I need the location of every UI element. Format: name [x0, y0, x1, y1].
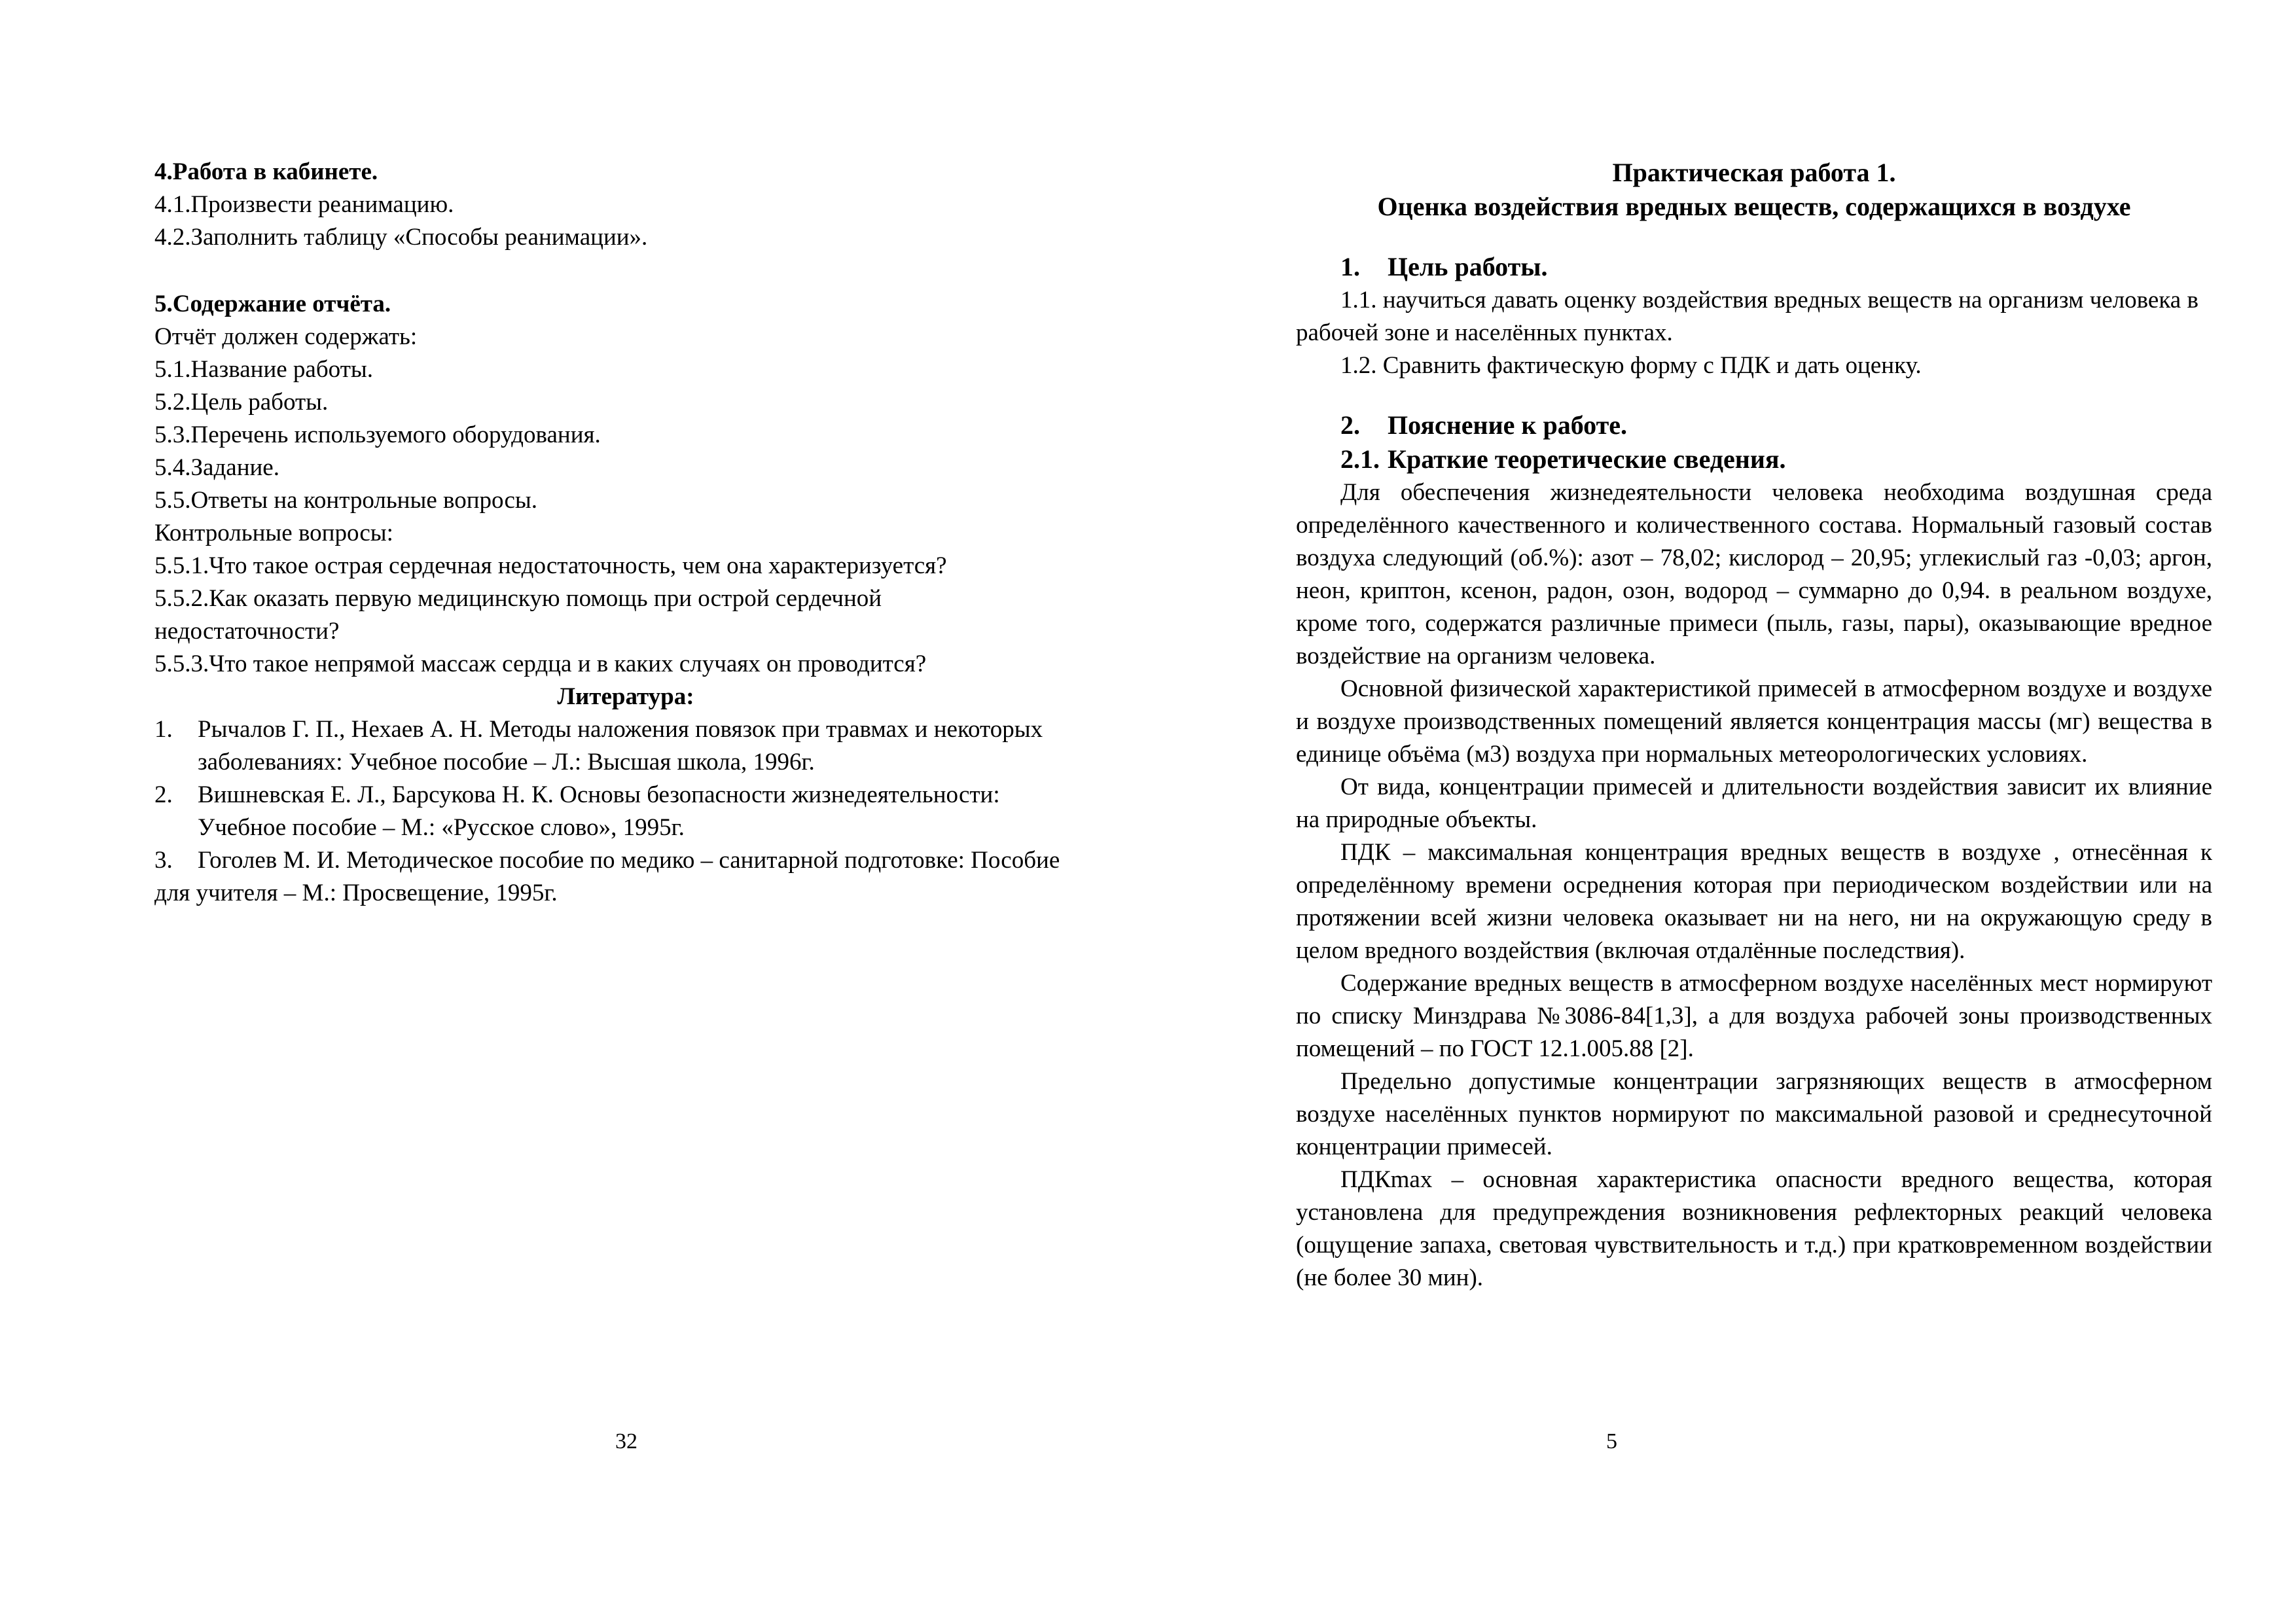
page-number: 5	[1606, 1429, 1617, 1454]
literature-text: Гоголев М. И. Методическое пособие по медико – санитарной подготовке: Пособие для учителя – М.: Просвещение, 1995г.	[154, 847, 1060, 906]
question-item: 5.5.3.Что такое непрямой массаж сердца и в каких случаях он проводится?	[154, 651, 927, 677]
section-number: 2.	[1340, 410, 1360, 440]
spacer	[1296, 382, 2212, 408]
left-page-content	[154, 156, 1097, 910]
page-number: 32	[615, 1429, 637, 1454]
section-4-item: 4.1.Произвести реанимацию.	[154, 191, 454, 218]
section-title: Пояснение к работе.	[1388, 410, 1628, 440]
section-5-item: 5.3.Перечень используемого оборудования.	[154, 421, 601, 448]
question-item: 5.5.1.Что такое острая сердечная недостаточность, чем она характеризуется?	[154, 552, 947, 579]
literature-text: Вишневская Е. Л., Барсукова Н. К. Основы безопасности жизнедеятельности: Учебное пособие – М.: «Русское слово», 1995г.	[198, 781, 1000, 841]
section-5-item: 5.1.Название работы.	[154, 356, 373, 383]
literature-item	[154, 844, 1097, 910]
goal-item: 1.2. Сравнить фактическую форму с ПДК и дать оценку.	[1340, 352, 1922, 379]
section-4-title: 4.Работа в кабинете.	[154, 158, 378, 185]
literature-number: 1.	[154, 716, 173, 743]
goal-item: 1.1. научиться давать оценку воздействия вредных веществ на организм человека в рабочей зоне и населённых пунктах.	[1296, 287, 2198, 346]
body-paragraph: Для обеспечения жизнедеятельности человека необходима воздушная среда определённого качественного и количественного состава. Нормальный газовый состав воздуха следующий (об.%): азот – 78,02; кислород – 20,95; углекислый газ -0,03; аргон, неон, криптон, ксенон, радон, озон, водород – суммарно до 0,94. в реальном воздухе, кроме того, содержатся различные примеси (пыль, газы, пары), оказывающие вредное воздействие на организм человека.	[1296, 479, 2212, 669]
literature-number: 2.	[154, 781, 173, 808]
questions-intro: Контрольные вопросы:	[154, 520, 393, 546]
spacer	[1296, 224, 2212, 250]
section-2-heading	[1340, 408, 2212, 442]
section-number: 1.	[1340, 252, 1360, 281]
right-page-content	[1296, 156, 2212, 1294]
section-title: Цель работы.	[1388, 252, 1548, 281]
section-5-intro: Отчёт должен содержать:	[154, 323, 418, 350]
literature-item	[154, 713, 1068, 779]
section-5-item: 5.5.Ответы на контрольные вопросы.	[154, 487, 537, 514]
body-paragraph: Предельно допустимые концентрации загрязняющих веществ в атмосферном воздухе населённых пунктов нормируют по максимальной разовой и среднесуточной концентрации примесей.	[1296, 1068, 2212, 1160]
section-number: 2.1.	[1340, 444, 1380, 474]
section-5-title: 5.Содержание отчёта.	[154, 291, 391, 317]
literature-text: Рычалов Г. П., Нехаев А. Н. Методы наложения повязок при травмах и некоторых заболеваниях: Учебное пособие – Л.: Высшая школа, 1996г.	[198, 716, 1043, 776]
section-2-1-heading	[1340, 442, 2212, 476]
section-title: Краткие теоретические сведения.	[1388, 444, 1786, 474]
literature-title: Литература:	[557, 683, 694, 710]
question-item: 5.5.2.Как оказать первую медицинскую помощь при острой сердечной недостаточности?	[154, 585, 882, 645]
section-5-item: 5.4.Задание.	[154, 454, 279, 481]
section-1-heading	[1340, 250, 2212, 284]
practical-work-subtitle: Оценка воздействия вредных веществ, содержащихся в воздухе	[1377, 192, 2131, 221]
spacer	[154, 254, 1097, 288]
section-4-item: 4.2.Заполнить таблицу «Способы реанимации».	[154, 224, 648, 251]
body-paragraph: ПДК – максимальная концентрация вредных веществ в воздухе , отнесённая к определённому времени осреднения которая при периодическом воздействии или на протяжении всей жизни человека оказывает ни на него, ни на окружающую среду в целом вредного воздействия (включая отдалённые последствия).	[1296, 839, 2212, 964]
literature-number: 3.	[154, 847, 173, 874]
practical-work-title: Практическая работа 1.	[1612, 158, 1896, 187]
section-5-item: 5.2.Цель работы.	[154, 389, 329, 416]
literature-item	[154, 779, 1029, 844]
body-paragraph: От вида, концентрации примесей и длительности воздействия зависит их влияние на природные объекты.	[1296, 774, 2212, 833]
right-page	[1148, 0, 2296, 1623]
body-paragraph: Основной физической характеристикой примесей в атмосферном воздухе и воздухе и воздухе производственных помещений является концентрация массы (мг) вещества в единице объёма (м3) воздуха при нормальных метеорологических условиях.	[1296, 675, 2212, 768]
body-paragraph: Содержание вредных веществ в атмосферном воздухе населённых мест нормируют по списку Минздрава №3086-84[1,3], а для воздуха рабочей зоны производственных помещений – по ГОСТ 12.1.005.88 [2].	[1296, 970, 2212, 1062]
body-paragraph: ПДКmax – основная характеристика опасности вредного вещества, которая установлена для предупреждения возникновения рефлекторных реакций человека (ощущение запаха, световая чувствительность и т.д.) при кратковременном воздействии (не более 30 мин).	[1296, 1166, 2212, 1291]
